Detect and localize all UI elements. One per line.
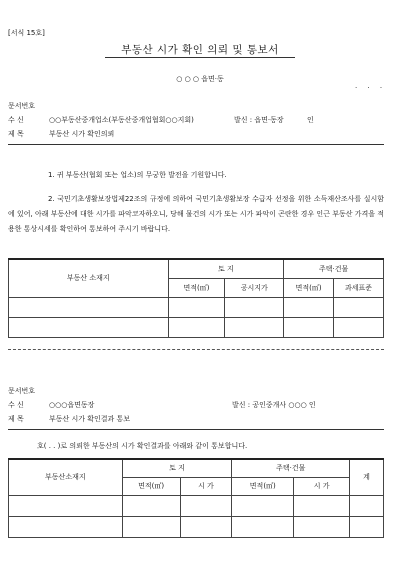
request-from-label: 발신 : 읍면·동장 <box>234 116 284 124</box>
table2-cell[interactable] <box>350 516 384 537</box>
form-number: [서식 15호] <box>8 29 45 37</box>
request-subject-label: 제 목 <box>8 130 24 138</box>
reply-header-rule <box>8 429 384 430</box>
table2-cell[interactable] <box>122 495 180 516</box>
table1-cell[interactable] <box>225 297 284 317</box>
table1-cell[interactable] <box>225 317 284 337</box>
table2-cell[interactable] <box>294 495 350 516</box>
date-placeholder: · · · <box>355 84 387 92</box>
table2-cell[interactable] <box>350 495 384 516</box>
request-paragraph-2: 2. 국민기초생활보장법제22조의 규정에 의하여 국민기초생활보장 수급자 선정을 위한 소득재산조사를 실시함에 있어, 아래 부동산에 대한 시가를 파악코자하오니, 당해 물건의 시가 또는 시가 파악이 곤란한 경우 인근 부동산 가격을 적용한 통상시세를 확인하여 통보하여 주시기 바랍니다. <box>8 195 384 233</box>
request-doc-no-label: 문서번호 <box>8 102 36 110</box>
reply-to-label: 수 신 <box>8 401 24 409</box>
request-seal: 인 <box>307 116 314 124</box>
table2-cell[interactable] <box>9 516 123 537</box>
table2-cell[interactable] <box>9 495 123 516</box>
table1-land-area-header: 면적(㎡) <box>168 278 225 297</box>
table1-cell[interactable] <box>284 317 334 337</box>
table1-cell[interactable] <box>9 297 169 317</box>
table2-building-price-header: 시 가 <box>294 477 350 495</box>
table2-land-area-header: 면적(㎡) <box>122 477 180 495</box>
reply-subject-label: 제 목 <box>8 415 24 423</box>
document-title: 부동산 시가 확인 의뢰 및 통보서 <box>121 44 279 56</box>
table1-cell[interactable] <box>168 317 225 337</box>
table2-cell[interactable] <box>180 516 232 537</box>
table1-tax-standard-header: 과세표준 <box>334 278 384 297</box>
table2-cell[interactable] <box>180 495 232 516</box>
table1-cell[interactable] <box>284 297 334 317</box>
issuing-office: ○ ○ ○ 읍면·동 <box>176 75 224 83</box>
table1-cell[interactable] <box>334 297 384 317</box>
table1-cell[interactable] <box>9 317 169 337</box>
table-row <box>9 516 384 537</box>
request-paragraph-1: 1. 귀 부동산(협회 또는 업소)의 무궁한 발전을 기원합니다. <box>48 171 227 179</box>
table2-total-header: 계 <box>350 459 384 495</box>
table2-building-area-header: 면적(㎡) <box>232 477 294 495</box>
table2-cell[interactable] <box>294 516 350 537</box>
table1-land-header: 토 지 <box>168 259 284 278</box>
table2-cell[interactable] <box>122 516 180 537</box>
table1-building-area-header: 면적(㎡) <box>284 278 334 297</box>
table2-cell[interactable] <box>232 495 294 516</box>
table2-location-header: 부동산소재지 <box>9 459 123 495</box>
request-subject-value: 부동산 시가 확인의뢰 <box>49 130 115 138</box>
table2-land-price-header: 시 가 <box>180 477 232 495</box>
title-underline <box>105 57 295 58</box>
table1-location-header: 부동산 소재지 <box>9 259 169 297</box>
table2-building-header: 주택·건물 <box>232 459 350 477</box>
request-to-value: ○○부동산중개업소(부동산중개업협회○○지회) <box>49 116 194 124</box>
table-row <box>9 317 384 337</box>
reply-subject-value: 부동산 시가 확인결과 통보 <box>49 415 131 423</box>
table-row <box>9 495 384 516</box>
reply-paragraph: 호( . . )로 의뢰한 부동산의 시가 확인결과를 아래와 같이 통보합니다. <box>37 442 248 450</box>
reply-doc-no-label: 문서번호 <box>8 387 36 395</box>
reply-from-label: 발신 : 공인중개사 ○○○ 인 <box>232 401 316 409</box>
table1-building-header: 주택·건물 <box>284 259 384 278</box>
table-row <box>9 297 384 317</box>
table2-land-header: 토 지 <box>122 459 232 477</box>
request-header-rule <box>8 144 384 145</box>
cut-line <box>8 349 384 350</box>
table1-cell[interactable] <box>168 297 225 317</box>
request-to-label: 수 신 <box>8 116 24 124</box>
property-request-table <box>8 258 384 338</box>
table1-official-price-header: 공시지가 <box>225 278 284 297</box>
property-reply-table <box>8 458 384 538</box>
reply-to-value: ○○○읍면동장 <box>49 401 95 409</box>
table2-cell[interactable] <box>232 516 294 537</box>
table1-cell[interactable] <box>334 317 384 337</box>
